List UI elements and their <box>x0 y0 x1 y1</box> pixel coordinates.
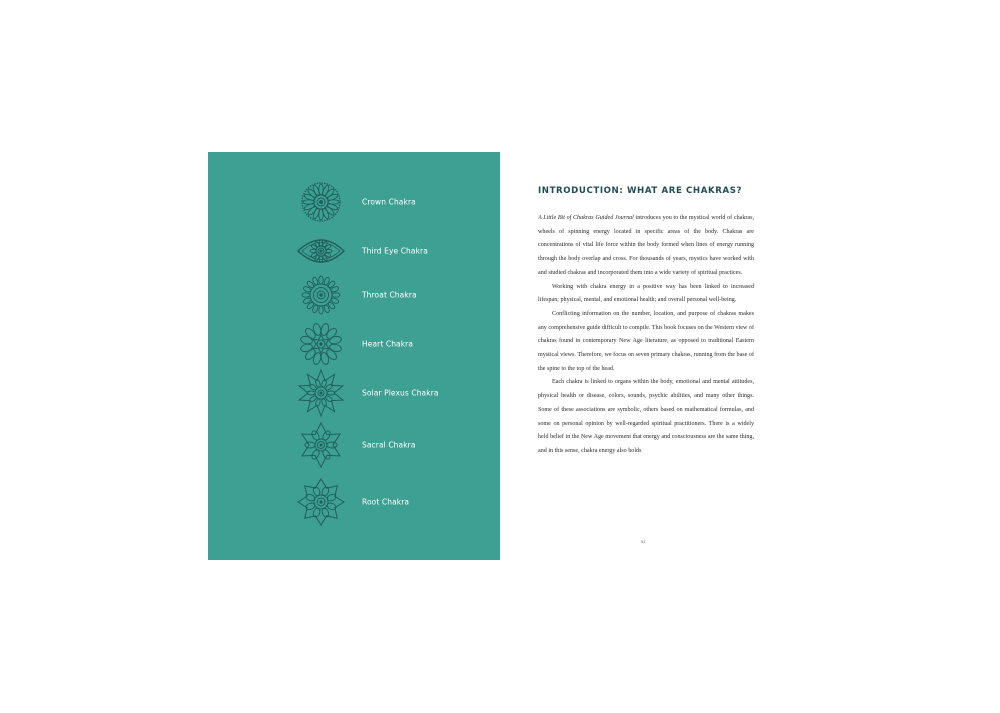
chakra-label: Throat Chakra <box>362 290 417 300</box>
intro-page <box>538 186 754 459</box>
chakra-root <box>296 477 496 527</box>
body-text <box>538 212 754 459</box>
root-mandala-icon <box>296 477 346 527</box>
paragraph-2: Working with chakra energy in a positive way has been linked to increased lifespan; physical, mental, and emotional health; and overall personal well-being. <box>538 283 754 304</box>
chakra-crown <box>296 177 496 227</box>
sacral-mandala-icon <box>296 420 346 470</box>
paragraph-3: Conflicting information on the number, location, and purpose of chakras makes any comprehensive guide difficult to compile. This book focuses on the Western view of chakras found in contemporary New Age literature, as opposed to traditional Eastern mystical views. Therefore, we focus on seven primary chakras, running from the base of the spine to the top of the head. <box>538 310 754 372</box>
page-number: xi <box>641 540 645 545</box>
paragraph-4: Each chakra is linked to organs within the body, emotional and mental attitudes, physical health or disease, colors, sounds, psychic abilities, and many other things. Some of these associations are symbolic, others based on mathematical formulas, and some on personal opinion by well-regarded spiritual practitioners. There is a widely held belief in the New Age movement that energy and consciousness are the same thing, and in this sense, chakra energy also holds <box>538 379 754 454</box>
chakra-solar-plexus <box>296 368 496 418</box>
chakra-label: Third Eye Chakra <box>362 246 428 256</box>
chakra-sacral <box>296 420 496 470</box>
section-heading: INTRODUCTION: WHAT ARE CHAKRAS? <box>538 186 743 196</box>
heart-mandala-icon <box>296 319 346 369</box>
book-title: A Little Bit of Chakras Guided Journal <box>538 215 634 221</box>
paragraph-1-text: introduces you to the mystical world of chakras, wheels of spinning energy located in specific areas of the body. Chakras are concentrations of vital life force within the body formed when lines of energy running through the body overlap and cross. For thousands of years, mystics have worked with and studied chakras and incorporated them into a wide variety of spiritual practices. <box>538 215 755 276</box>
eye-mandala-icon <box>296 226 346 276</box>
solar-plexus-mandala-icon <box>296 368 346 418</box>
chakra-label: Root Chakra <box>362 497 410 507</box>
chakra-illustration-panel <box>208 152 500 560</box>
paragraph-1 <box>538 212 754 281</box>
chakra-label: Crown Chakra <box>362 197 416 207</box>
chakra-label: Solar Plexus Chakra <box>362 388 439 398</box>
chakra-throat <box>296 270 496 320</box>
chakra-label: Heart Chakra <box>362 339 414 349</box>
chakra-third-eye <box>296 226 496 276</box>
chakra-label: Sacral Chakra <box>362 440 416 450</box>
chakra-heart <box>296 319 496 369</box>
throat-mandala-icon <box>296 270 346 320</box>
crown-mandala-icon <box>296 177 346 227</box>
